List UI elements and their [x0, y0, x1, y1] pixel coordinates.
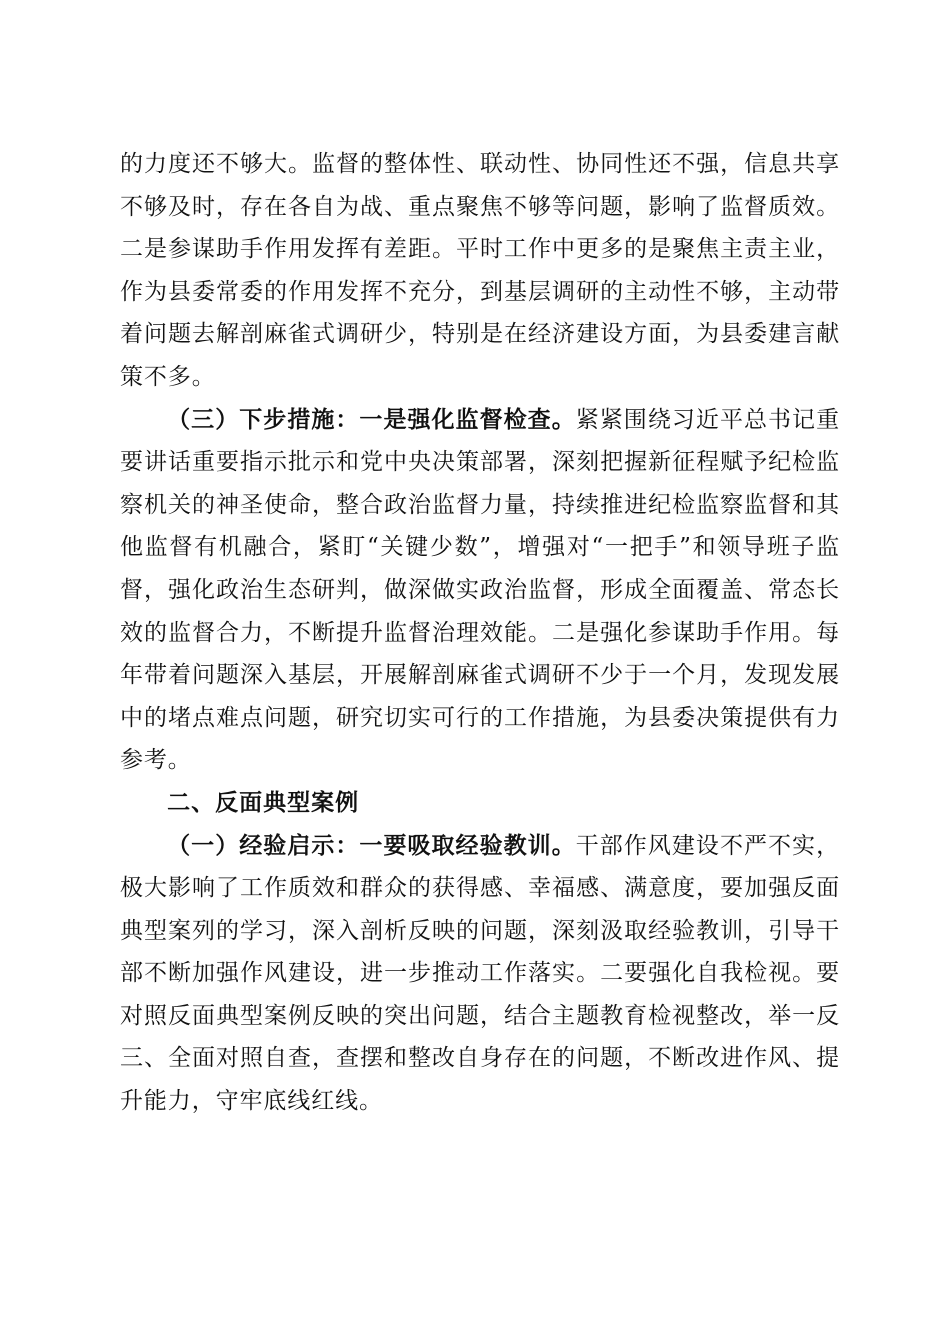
paragraph-next-measures-lead: （三）下步措施：一是强化监督检查。 — [167, 405, 576, 433]
paragraph-lessons-body: 干部作风建设不严不实，极大影响了工作质效和群众的获得感、幸福感、满意度，要加强反面典型案列的学习，深入剖析反映的问题，深刻汲取经验教训，引导干部不断加强作风建设，进一步推动工作落实。二要强化自我检视。要对照反面典型案例反映的突出问题，结合主题教育检视整改，举一反三、全面对照自查，查摆和整改自身存在的问题，不断改进作风、提升能力，守牢底线红线。 — [120, 832, 840, 1115]
paragraph-next-measures — [120, 399, 840, 782]
section-heading: 二、反面典型案例 — [167, 789, 360, 816]
paragraph-lessons — [120, 825, 840, 1123]
paragraph-continuation: 的力度还不够大。监督的整体性、联动性、协同性还不强，信息共享不够及时，存在各自为战、重点聚焦不够等问题，影响了监督质效。二是参谋助手作用发挥有差距。平时工作中更多的是聚焦主责主业，作为县委常委的作用发挥不充分，到基层调研的主动性不够，主动带着问题去解剖麻雀式调研少，特别是在经济建设方面，为县委建言献策不多。 — [120, 151, 840, 390]
paragraph-lessons-lead: （一）经验启示：一要吸取经验教训。 — [167, 831, 576, 859]
document-body — [120, 143, 840, 1123]
paragraph-next-measures-body: 紧紧围绕习近平总书记重要讲话重要指示批示和党中央决策部署，深刻把握新征程赋予纪检监察机关的神圣使命，整合政治监督力量，持续推进纪检监察监督和其他监督有机融合，紧盯“关键少数”，增强对“一把手”和领导班子监督，强化政治生态研判，做深做实政治监督，形成全面覆盖、常态长效的监督合力，不断提升监督治理效能。二是强化参谋助手作用。每年带着问题深入基层，开展解剖麻雀式调研不少于一个月，发现发展中的堵点难点问题，研究切实可行的工作措施，为县委决策提供有力参考。 — [120, 406, 840, 774]
